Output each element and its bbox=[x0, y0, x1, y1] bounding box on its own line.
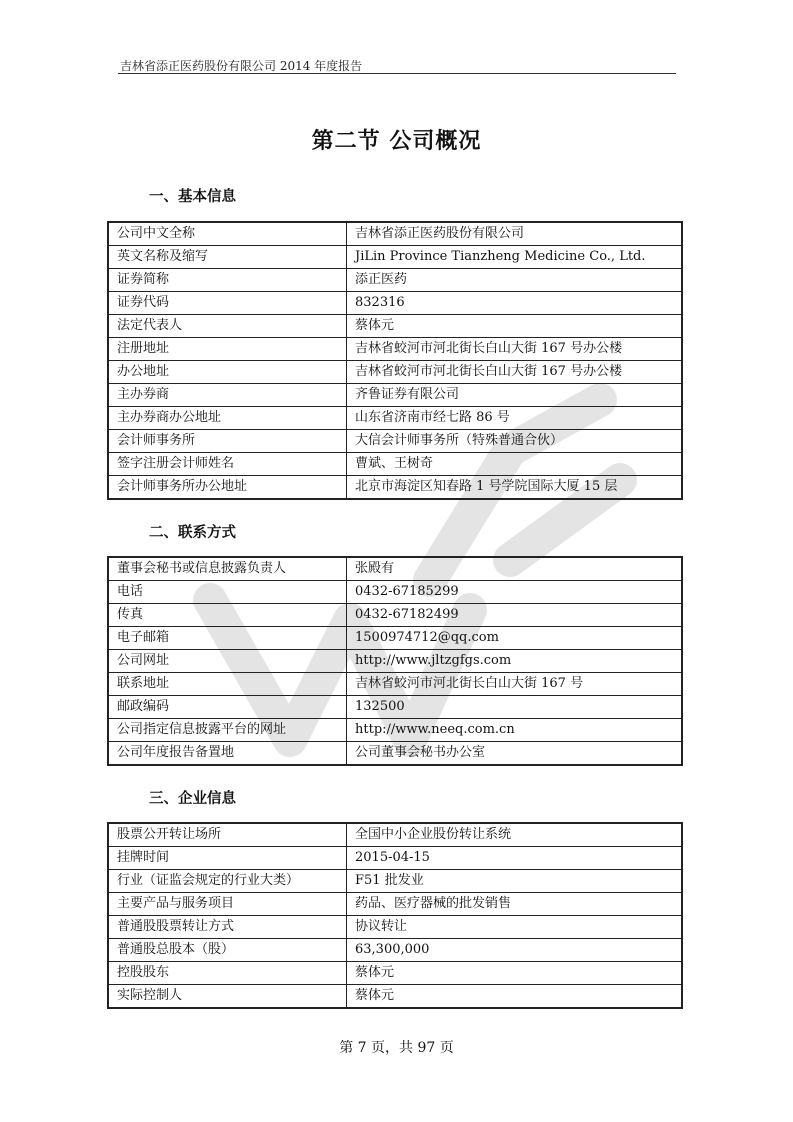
table-row bbox=[108, 696, 682, 719]
field-label: 会计师事务所办公地址 bbox=[108, 476, 347, 500]
page-number: 第 7 页，共 97 页 bbox=[339, 1040, 454, 1056]
field-label: 主要产品与服务项目 bbox=[108, 893, 347, 916]
field-label: 普通股股票转让方式 bbox=[108, 916, 347, 939]
table-row bbox=[108, 939, 682, 962]
table-row bbox=[108, 823, 682, 847]
field-value: 曹斌、王树奇 bbox=[347, 453, 683, 476]
table-row bbox=[108, 916, 682, 939]
field-label: 邮政编码 bbox=[108, 696, 347, 719]
table-row bbox=[108, 893, 682, 916]
field-value: 添正医药 bbox=[347, 269, 683, 292]
field-value: 全国中小企业股份转让系统 bbox=[347, 823, 683, 847]
table-row bbox=[108, 361, 682, 384]
field-value: 吉林省蛟河市河北街长白山大街 167 号办公楼 bbox=[347, 361, 683, 384]
table-row bbox=[108, 742, 682, 766]
header-rule bbox=[118, 73, 676, 74]
field-value: 0432-67182499 bbox=[347, 604, 683, 627]
table-row bbox=[108, 962, 682, 985]
field-label: 控股股东 bbox=[108, 962, 347, 985]
field-value: 832316 bbox=[347, 292, 683, 315]
field-label: 电子邮箱 bbox=[108, 627, 347, 650]
field-label: 普通股总股本（股） bbox=[108, 939, 347, 962]
table-row bbox=[108, 269, 682, 292]
page-title: 第二节 公司概况 bbox=[311, 128, 482, 154]
running-header: 吉林省添正医药股份有限公司 2014 年度报告 bbox=[120, 59, 363, 73]
field-label: 联系地址 bbox=[108, 673, 347, 696]
field-value: 公司董事会秘书办公室 bbox=[347, 742, 683, 766]
field-label: 英文名称及缩写 bbox=[108, 246, 347, 269]
field-label: 注册地址 bbox=[108, 338, 347, 361]
field-label: 公司网址 bbox=[108, 650, 347, 673]
table-row bbox=[108, 581, 682, 604]
table-row bbox=[108, 476, 682, 500]
table-row bbox=[108, 222, 682, 246]
field-value: 蔡体元 bbox=[347, 985, 683, 1009]
field-label: 行业（证监会规定的行业大类） bbox=[108, 870, 347, 893]
field-value: 1500974712@qq.com bbox=[347, 627, 683, 650]
table-row bbox=[108, 870, 682, 893]
field-value: JiLin Province Tianzheng Medicine Co., Ltd. bbox=[347, 246, 683, 269]
field-label: 办公地址 bbox=[108, 361, 347, 384]
field-value: 药品、医疗器械的批发销售 bbox=[347, 893, 683, 916]
field-label: 实际控制人 bbox=[108, 985, 347, 1009]
contact-table bbox=[107, 556, 683, 766]
basic-info-table bbox=[107, 221, 683, 500]
field-label: 主办券商办公地址 bbox=[108, 407, 347, 430]
table-row bbox=[108, 453, 682, 476]
table-row bbox=[108, 985, 682, 1009]
table-row bbox=[108, 407, 682, 430]
table-row bbox=[108, 315, 682, 338]
table-row bbox=[108, 384, 682, 407]
table-row bbox=[108, 673, 682, 696]
field-value: 吉林省添正医药股份有限公司 bbox=[347, 222, 683, 246]
table-row bbox=[108, 430, 682, 453]
field-value: 吉林省蛟河市河北街长白山大街 167 号办公楼 bbox=[347, 338, 683, 361]
field-value: 齐鲁证券有限公司 bbox=[347, 384, 683, 407]
field-value: http://www.jltzgfgs.com bbox=[347, 650, 683, 673]
field-value: http://www.neeq.com.cn bbox=[347, 719, 683, 742]
table-row bbox=[108, 719, 682, 742]
section-title-basic-info: 一、基本信息 bbox=[149, 188, 236, 205]
enterprise-info-table bbox=[107, 822, 683, 1009]
field-label: 会计师事务所 bbox=[108, 430, 347, 453]
table-row bbox=[108, 292, 682, 315]
section-title-contact: 二、联系方式 bbox=[149, 524, 236, 541]
table-row bbox=[108, 847, 682, 870]
field-label: 证券代码 bbox=[108, 292, 347, 315]
field-label: 公司中文全称 bbox=[108, 222, 347, 246]
field-label: 公司年度报告备置地 bbox=[108, 742, 347, 766]
field-value: 北京市海淀区知春路 1 号学院国际大厦 15 层 bbox=[347, 476, 683, 500]
field-label: 传真 bbox=[108, 604, 347, 627]
field-value: 2015-04-15 bbox=[347, 847, 683, 870]
field-value: 吉林省蛟河市河北街长白山大街 167 号 bbox=[347, 673, 683, 696]
field-value: F51 批发业 bbox=[347, 870, 683, 893]
field-label: 证券简称 bbox=[108, 269, 347, 292]
field-value: 0432-67185299 bbox=[347, 581, 683, 604]
field-value: 蔡体元 bbox=[347, 315, 683, 338]
table-row bbox=[108, 557, 682, 581]
field-label: 电话 bbox=[108, 581, 347, 604]
field-label: 签字注册会计师姓名 bbox=[108, 453, 347, 476]
field-value: 大信会计师事务所（特殊普通合伙） bbox=[347, 430, 683, 453]
table-row bbox=[108, 338, 682, 361]
field-label: 公司指定信息披露平台的网址 bbox=[108, 719, 347, 742]
field-value: 山东省济南市经七路 86 号 bbox=[347, 407, 683, 430]
field-value: 63,300,000 bbox=[347, 939, 683, 962]
table-row bbox=[108, 246, 682, 269]
field-label: 董事会秘书或信息披露负责人 bbox=[108, 557, 347, 581]
section-title-enterprise-info: 三、企业信息 bbox=[149, 790, 236, 807]
field-value: 蔡体元 bbox=[347, 962, 683, 985]
field-label: 股票公开转让场所 bbox=[108, 823, 347, 847]
table-row bbox=[108, 627, 682, 650]
field-label: 主办券商 bbox=[108, 384, 347, 407]
table-row bbox=[108, 650, 682, 673]
field-value: 协议转让 bbox=[347, 916, 683, 939]
field-label: 法定代表人 bbox=[108, 315, 347, 338]
field-value: 132500 bbox=[347, 696, 683, 719]
table-row bbox=[108, 604, 682, 627]
field-label: 挂牌时间 bbox=[108, 847, 347, 870]
field-value: 张殿有 bbox=[347, 557, 683, 581]
